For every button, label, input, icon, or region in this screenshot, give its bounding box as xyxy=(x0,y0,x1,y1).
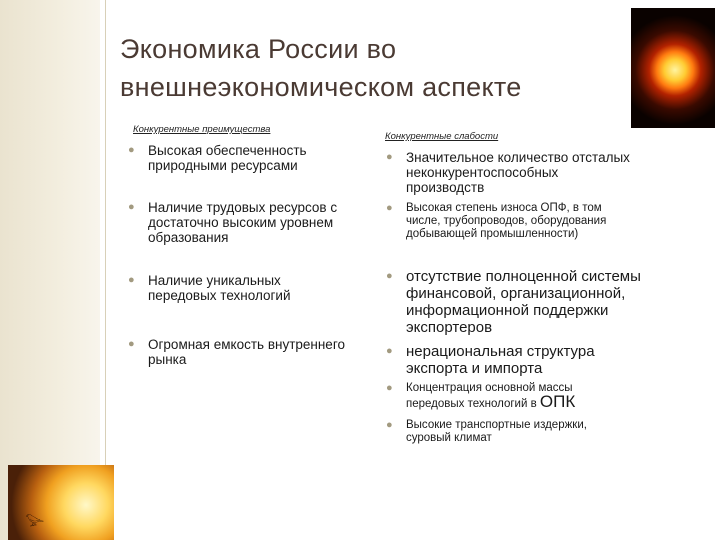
right-item-4: ● нерациональная структура экспорта и импорта xyxy=(386,343,595,377)
bullet-icon: ● xyxy=(386,202,393,214)
right-item-6: ● Высокие транспортные издержки, суровый климат xyxy=(386,419,587,444)
right-item-1: ● Значительное количество отсталых неконкурентоспособных производств xyxy=(386,150,630,195)
bird-silhouette-icon: 𓅪 xyxy=(25,513,46,534)
band-divider-line xyxy=(105,0,106,540)
left-decorative-band xyxy=(0,0,100,540)
right-item-2: ● Высокая степень износа ОПФ, в том числе, трубопроводов, оборудования добывающей промышленности) xyxy=(386,202,607,240)
bullet-icon: ● xyxy=(386,382,393,394)
right-item-3: ● отсутствие полноценной системы финансовой, организационной, информационной поддержки экспортеров xyxy=(386,268,641,336)
left-item-2: ● Наличие трудовых ресурсов с достаточно высоким уровнем образования xyxy=(128,200,338,245)
right-column-heading: Конкурентные слабости xyxy=(385,131,499,142)
bullet-icon: ● xyxy=(386,419,393,431)
left-item-1: ● Высокая обеспеченность природными ресурсами xyxy=(128,143,307,173)
slide-title: Экономика России во внешнеэкономическом аспекте xyxy=(120,34,522,102)
right-item-5: ● Концентрация основной массы передовых технологий в ОПК xyxy=(386,382,576,411)
sunset-photo-top-right xyxy=(631,8,715,128)
left-item-4: ● Огромная емкость внутреннего рынка xyxy=(128,337,345,367)
opk-label: ОПК xyxy=(539,392,576,411)
left-column-heading: Конкурентные преимущества xyxy=(133,124,271,135)
bullet-icon: ● xyxy=(128,144,135,156)
bullet-icon: ● xyxy=(128,338,135,350)
bullet-icon: ● xyxy=(386,151,393,163)
bullet-icon: ● xyxy=(386,345,393,357)
bullet-icon: ● xyxy=(386,270,393,282)
left-item-3: ● Наличие уникальных передовых технологий xyxy=(128,273,291,303)
bullet-icon: ● xyxy=(128,274,135,286)
bullet-icon: ● xyxy=(128,201,135,213)
sun-photo-bottom-left xyxy=(8,465,114,540)
